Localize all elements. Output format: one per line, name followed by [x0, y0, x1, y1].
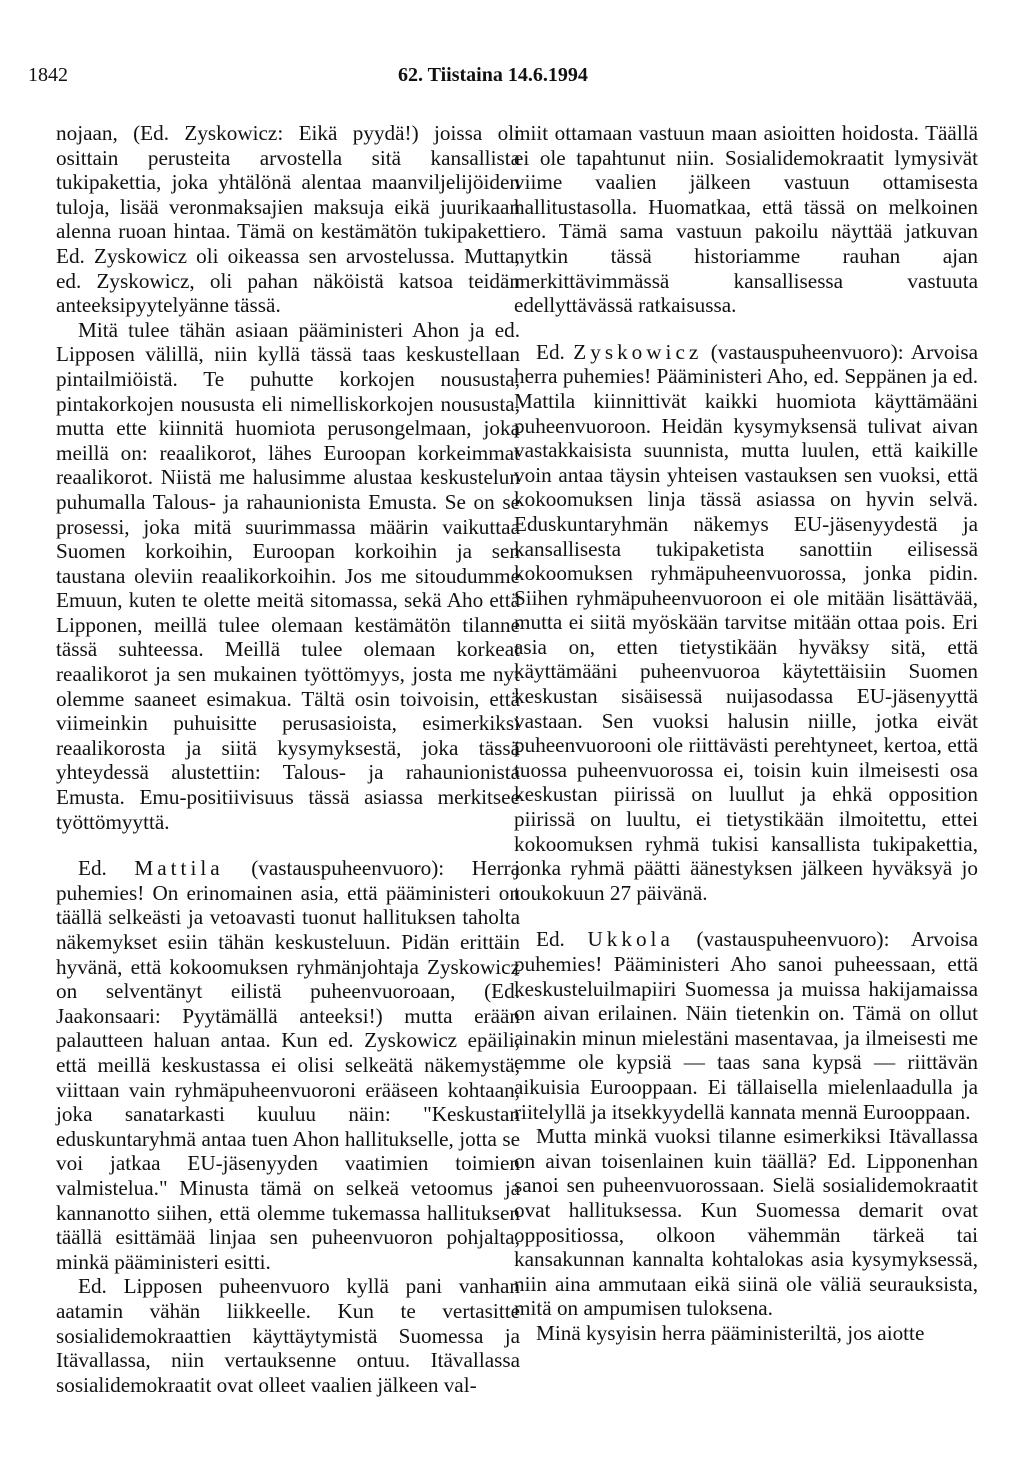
paragraph: miit ottamaan vastuun maan asioitten hoidosta. Täällä ei ole tapahtunut niin. Sosialidemokraatit lymysivät viime vaalien jälkeen vastuun ottamisesta hallitustasolla. Huomatkaa, että tässä on melkoinen ero. Tämä sama vastuun pakoilu näyttää jatkuvan nytkin tässä historiamme rauhan ajan merkittävimmässä kansallisessa vastuuta edellyttävässä ratkaisussa. — [514, 121, 978, 318]
paragraph: Minä kysyisin herra pääministeriltä, jos aiotte — [536, 1320, 925, 1345]
speaker-name: Zyskowicz — [573, 339, 703, 364]
speech-text: (vastauspuheenvuoro): Herra puhemies! On erinomainen asia, että pääministeri on täällä selkeästi ja vetoavasti tuonut hallituksen taholta näkemykset esiin tähän keskusteluun. Pidän erittäin hyvänä, että kokoomuksen ryhmänjohtaja Zyskowicz on selventänyt eilistä puheenvuoroaan, (Ed. Jaakonsaari: Pyytämällä anteeksi!) mutta erään palautteen haluan antaa. Kun ed. Zyskowicz epäili, että meillä keskustassa ei olisi selkeätä näkemystä, viittaan vain ryhmäpuheenvuoroni erääseen kohtaan, joka sanatarkasti kuuluu näin: "Keskustan eduskuntaryhmä antaa tuen Ahon hallitukselle, jotta se voi jatkaa EU-jäsenyyden vaatimien toimien valmistelua." Minusta tämä on selkeä vetoomus ja kannanotto siihen, että olemme tukemassa hallituksen täällä esittämää linjaa sen puheenvuoron pohjalta, minkä pääministeri esitti. — [56, 856, 520, 1274]
paragraph: Ed. Lipposen puheenvuoro kyllä pani vanhan aatamin vähän liikkeelle. Kun te vertasitte sosialidemokraattien käyttäytymistä Suomessa ja Itävallassa, niin vertauksenne ontuu. Itävallassa sosialidemokraatit ovat olleet vaalien jälkeen val- — [56, 1274, 520, 1397]
page-number: 1842 — [28, 64, 68, 86]
speaker-name: Ukkola — [587, 927, 674, 952]
speech-text: (vastauspuheenvuoro): Arvoisa herra puhemies! Pääministeri Aho, ed. Seppänen ja ed. Mattila kiinnittivät kaikki huomiota käyttämääni puheenvuoroon. Heidän kysymyksensä tulivat aivan vastakkaisista suunnista, mutta luulen, että kaikille voin antaa täysin yhteisen vastauksen sen vuoksi, että kokoomuksen linja tässä asiassa on hyvin selvä. Eduskuntaryhmän näkemys EU-jäsenyydestä ja kansallisesta tukipaketista sanottiin eilisessä kokoomuksen ryhmäpuheenvuorossa, jonka pidin. Siihen ryhmäpuheenvuoroon ei ole mitään lisättävää, mutta ei siitä myöskään tarvitse mitään ottaa pois. Eri asia on, etten tietystikään hyväksy sitä, että käyttämääni puheenvuoroa käytettäisiin Suomen keskustan sisäisessä nuijasodassa EU-jäsenyyttä vastaan. Sen vuoksi halusin niille, jotka eivät puheenvuorooni ole riittävästi perehtyneet, kertoa, että tuossa puheenvuorossa ei, toisin kuin ilmeisesti osa keskustan piirissä on luullut ja ehkä opposition piirissä on luultu, ei tietystikään ilmoitettu, ettei kokoomuksen ryhmä tukisi kansallista tukipakettia, jonka ryhmä päätti äänestyksen jälkeen hyväksyä jo toukokuun 27 päivänä. — [514, 339, 979, 905]
session-header: 62. Tiistaina 14.6.1994 — [398, 64, 588, 86]
paragraph: Mutta minkä vuoksi tilanne esimerkiksi Itävallassa on aivan toisenlainen kuin täällä? Ed. Lipponenhan sanoi sen puheenvuorossaan. Sielä sosialidemokraatit ovat hallituksessa. Kun Suomessa demarit ovat oppositiossa, olkoon vähemmän tärkeä tai kansakunnan kannalta kohtalokas asia kysymyksessä, niin aina ammutaan eikä siinä ole väliä seurauksista, mitä on ampumisen tuloksena. — [514, 1124, 978, 1321]
speech-zyskowicz — [514, 340, 978, 906]
speech-mattila — [56, 856, 520, 1274]
paragraph: nojaan, (Ed. Zyskowicz: Eikä pyydä!) joissa oli osittain perusteita arvostella sitä kansallista tukipakettia, joka yhtälönä alentaa maanviljelijöiden tuloja, lisää veronmaksajien maksuja eikä juurikaan alenna ruoan hintaa. Tämä on kestämätön tukipaketti. Ed. Zyskowicz oli oikeassa sen arvostelussa. Mutta, ed. Zyskowicz, oli pahan näköistä katsoa teidän anteeksipyytelyänne tässä. — [56, 121, 520, 318]
speaker-name: Mattila — [134, 856, 224, 881]
speech-text: (vastauspuheenvuoro): Arvoisa puhemies! Pääministeri Aho sanoi puheessaan, että keskusteluilmapiiri Suomessa ja muissa hakijamaissa on aivan erilainen. Näin tietenkin on. Tämä on ollut ainakin minun mielestäni masentavaa, ja ilmeisesti me emme ole kypsiä — taas sana kypsä — riittävän aikuisia Eurooppaan. Ei tällaisella mielenlaadulla ja riitelyllä ja itsekkyydellä kannata mennä Eurooppaan. — [514, 927, 978, 1124]
speech-prefix: Ed. — [78, 856, 107, 881]
paragraph: Mitä tulee tähän asiaan pääministeri Ahon ja ed. Lipposen välillä, niin kyllä tässä taas keskustellaan pintailmiöistä. Te puhutte korkojen noususta, pintakorkojen noususta eli nimelliskorkojen noususta, mutta ette kiinnitä huomiota perusongelmaan, joka meillä on: reaalikorot, lähes Euroopan korkeimmat reaalikorot. Niistä me halusimme alustaa keskustelun puhumalla Talous- ja rahaunionista Emusta. Se on se prosessi, joka mitä suurimmassa määrin vaikuttaa Suomen korkoihin, Euroopan korkoihin ja sen taustana oleviin reaalikorkoihin. Jos me sitoudumme Emuun, kuten te olette meitä sitomassa, sekä Aho että Lipponen, meillä tulee olemaan kestämätön tilanne tässä suhteessa. Meillä tulee olemaan korkeat reaalikorot ja sen mukainen työttömyys, josta me nyt olemme saaneet esimakua. Tältä osin toivoisin, että viimeinkin puhuisitte perusasioista, esimerkiksi reaalikorosta ja siitä kysymyksestä, joka tässä yhteydessä alustettiin: Talous- ja rahaunionista Emusta. Emu-positiivisuus tässä asiassa merkitsee työttömyyttä. — [56, 317, 520, 834]
right-column — [514, 121, 978, 1346]
left-column — [56, 121, 520, 1397]
speech-ukkola — [514, 927, 978, 1124]
speech-prefix: Ed. — [536, 927, 565, 952]
speech-prefix: Ed. — [536, 339, 565, 364]
